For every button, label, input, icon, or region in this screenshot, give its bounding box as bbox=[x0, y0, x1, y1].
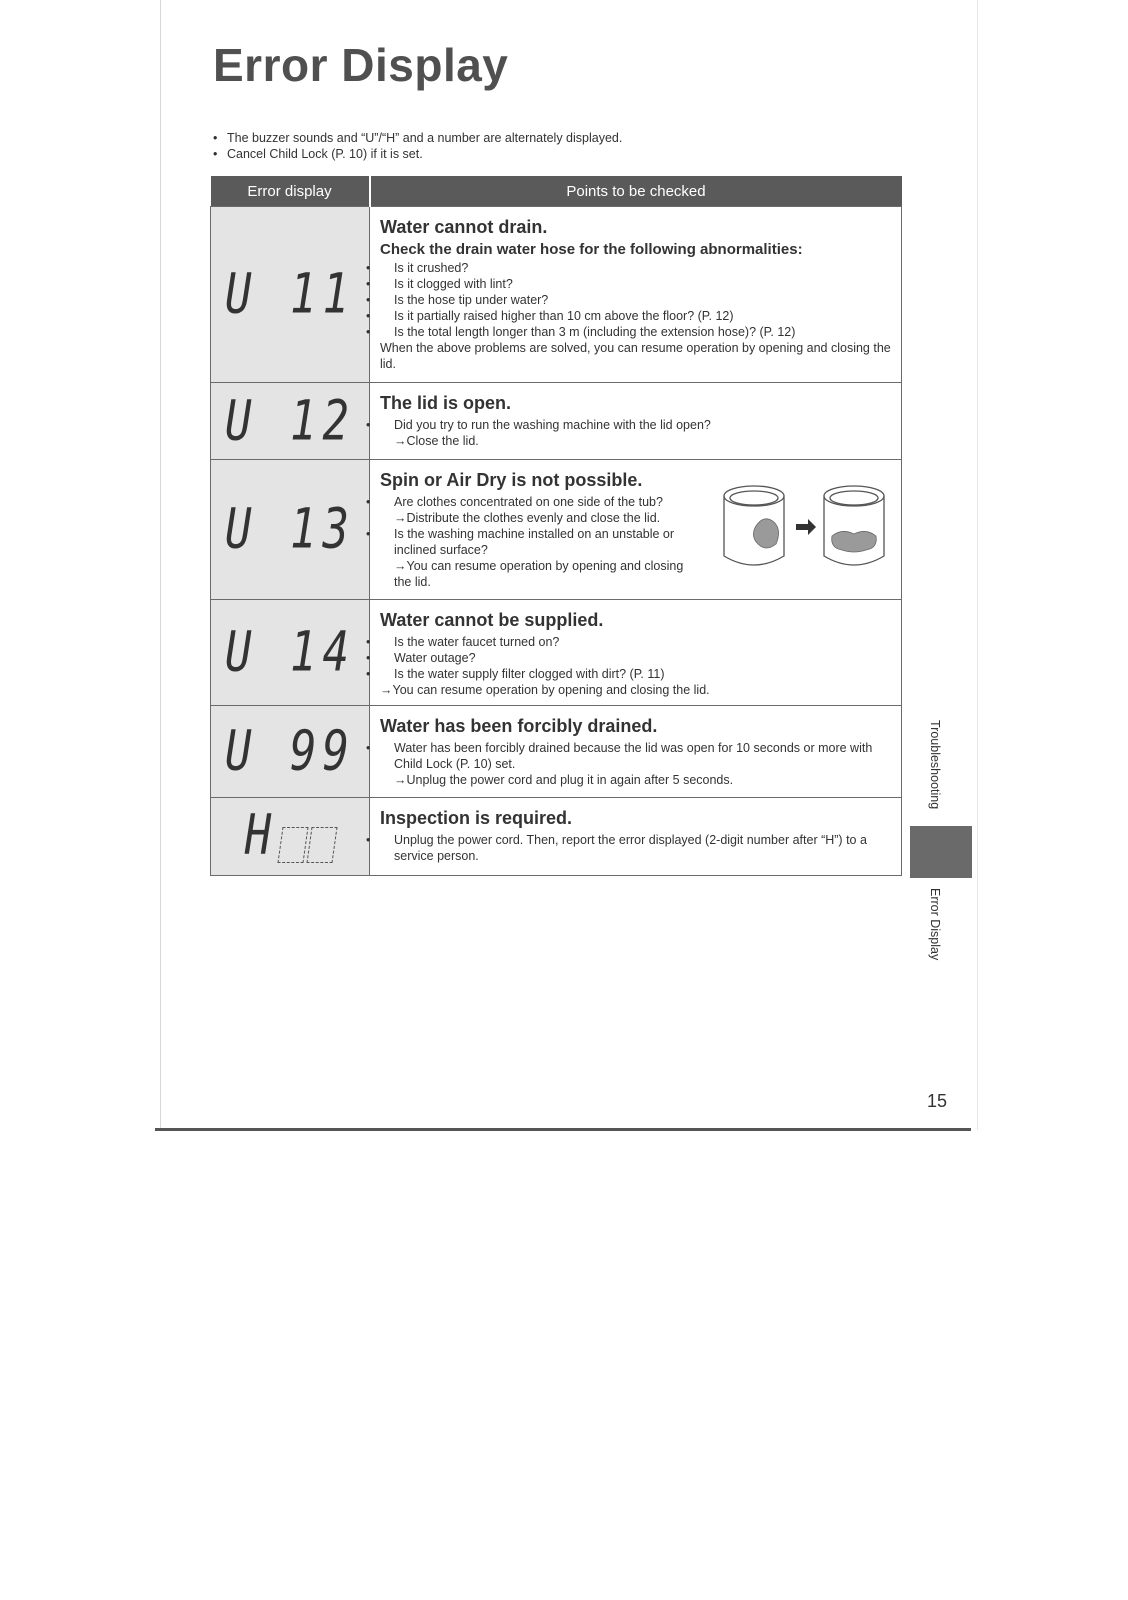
list-item: • Is the hose tip under water? bbox=[380, 292, 891, 308]
arrow-icon bbox=[796, 519, 816, 535]
points-cell bbox=[370, 600, 902, 706]
page-edge bbox=[160, 0, 161, 1130]
col-header-error-display: Error display bbox=[211, 176, 370, 207]
list-item: • Is it crushed? bbox=[380, 260, 891, 276]
action-text: →You can resume operation by opening and closing the lid. bbox=[394, 559, 684, 589]
table-row bbox=[211, 600, 902, 706]
check-list bbox=[380, 417, 891, 433]
row-heading: Spin or Air Dry is not possible. bbox=[380, 470, 643, 490]
check-list bbox=[380, 740, 891, 772]
list-item: • Unplug the power cord. Then, report the error displayed (2-digit number after “H”) to a service person. bbox=[380, 832, 891, 864]
table-row bbox=[211, 207, 902, 383]
row-note: When the above problems are solved, you can resume operation by opening and closing the lid. bbox=[380, 341, 891, 371]
table-row bbox=[211, 383, 902, 460]
row-subheading: Check the drain water hose for the following abnormalities: bbox=[380, 241, 803, 258]
list-item: • Is the washing machine installed on an unstable or inclined surface? bbox=[380, 526, 700, 558]
intro-list bbox=[213, 130, 622, 162]
action-text: →You can resume operation by opening and closing the lid. bbox=[380, 683, 710, 697]
error-code: U 14 bbox=[225, 620, 355, 685]
error-code-cell bbox=[211, 600, 370, 706]
error-code: U 99 bbox=[225, 719, 355, 784]
error-code: U 11 bbox=[225, 262, 355, 327]
side-tab-subsection: Error Display bbox=[928, 888, 942, 961]
page-title: Error Display bbox=[213, 39, 509, 91]
list-item: • Did you try to run the washing machine with the lid open? bbox=[380, 417, 891, 433]
check-list bbox=[380, 526, 700, 558]
error-code-cell bbox=[211, 798, 370, 876]
points-cell bbox=[370, 383, 902, 460]
tub-illustration bbox=[716, 474, 891, 584]
action-text: →Distribute the clothes evenly and close the lid. bbox=[394, 511, 661, 525]
error-code: H bbox=[244, 803, 278, 867]
points-cell bbox=[370, 798, 902, 876]
list-item: • Is the total length longer than 3 m (including the extension hose)? (P. 12) bbox=[380, 324, 891, 340]
action-text: →Close the lid. bbox=[394, 434, 479, 448]
page-number: 15 bbox=[927, 1091, 948, 1111]
list-item: • Is the water supply filter clogged with dirt? (P. 11) bbox=[380, 666, 891, 682]
table-row bbox=[211, 706, 902, 798]
row-heading: Inspection is required. bbox=[380, 808, 573, 828]
check-list bbox=[380, 494, 716, 510]
row-heading: The lid is open. bbox=[380, 393, 512, 413]
page-edge bbox=[977, 0, 978, 1130]
page-bottom-edge bbox=[155, 1128, 971, 1131]
error-code-cell bbox=[211, 207, 370, 383]
intro-item: • Cancel Child Lock (P. 10) if it is set. bbox=[213, 146, 622, 162]
error-code-cell bbox=[211, 706, 370, 798]
check-list bbox=[380, 832, 891, 864]
blank-digit-icon bbox=[307, 827, 338, 863]
side-tab-section: Troubleshooting bbox=[928, 720, 942, 810]
list-item: • Water outage? bbox=[380, 650, 891, 666]
error-code: U 12 bbox=[225, 389, 355, 453]
list-item: • Are clothes concentrated on one side of the tub? bbox=[380, 494, 716, 510]
error-table bbox=[210, 176, 902, 876]
list-item: • Water has been forcibly drained because the lid was open for 10 seconds or more with Child Lock (P. 10) set. bbox=[380, 740, 891, 772]
row-heading: Water has been forcibly drained. bbox=[380, 716, 658, 736]
error-code-cell bbox=[211, 460, 370, 600]
error-code-cell bbox=[211, 383, 370, 460]
list-item: • Is it clogged with lint? bbox=[380, 276, 891, 292]
intro-item: • The buzzer sounds and “U”/“H” and a number are alternately displayed. bbox=[213, 130, 622, 146]
points-cell bbox=[370, 460, 902, 600]
col-header-points: Points to be checked bbox=[370, 176, 902, 207]
table-row bbox=[211, 460, 902, 600]
action-text: →Unplug the power cord and plug it in again after 5 seconds. bbox=[394, 773, 734, 787]
list-item: • Is the water faucet turned on? bbox=[380, 634, 891, 650]
blank-digit-icon bbox=[278, 827, 309, 863]
check-list bbox=[380, 260, 891, 340]
side-tab-marker bbox=[910, 826, 972, 878]
error-code: U 13 bbox=[225, 497, 355, 562]
check-list bbox=[380, 634, 891, 682]
row-heading: Water cannot drain. bbox=[380, 217, 548, 237]
list-item: • Is it partially raised higher than 10 cm above the floor? (P. 12) bbox=[380, 308, 891, 324]
points-cell bbox=[370, 706, 902, 798]
table-row bbox=[211, 798, 902, 876]
points-cell bbox=[370, 207, 902, 383]
row-heading: Water cannot be supplied. bbox=[380, 610, 604, 630]
